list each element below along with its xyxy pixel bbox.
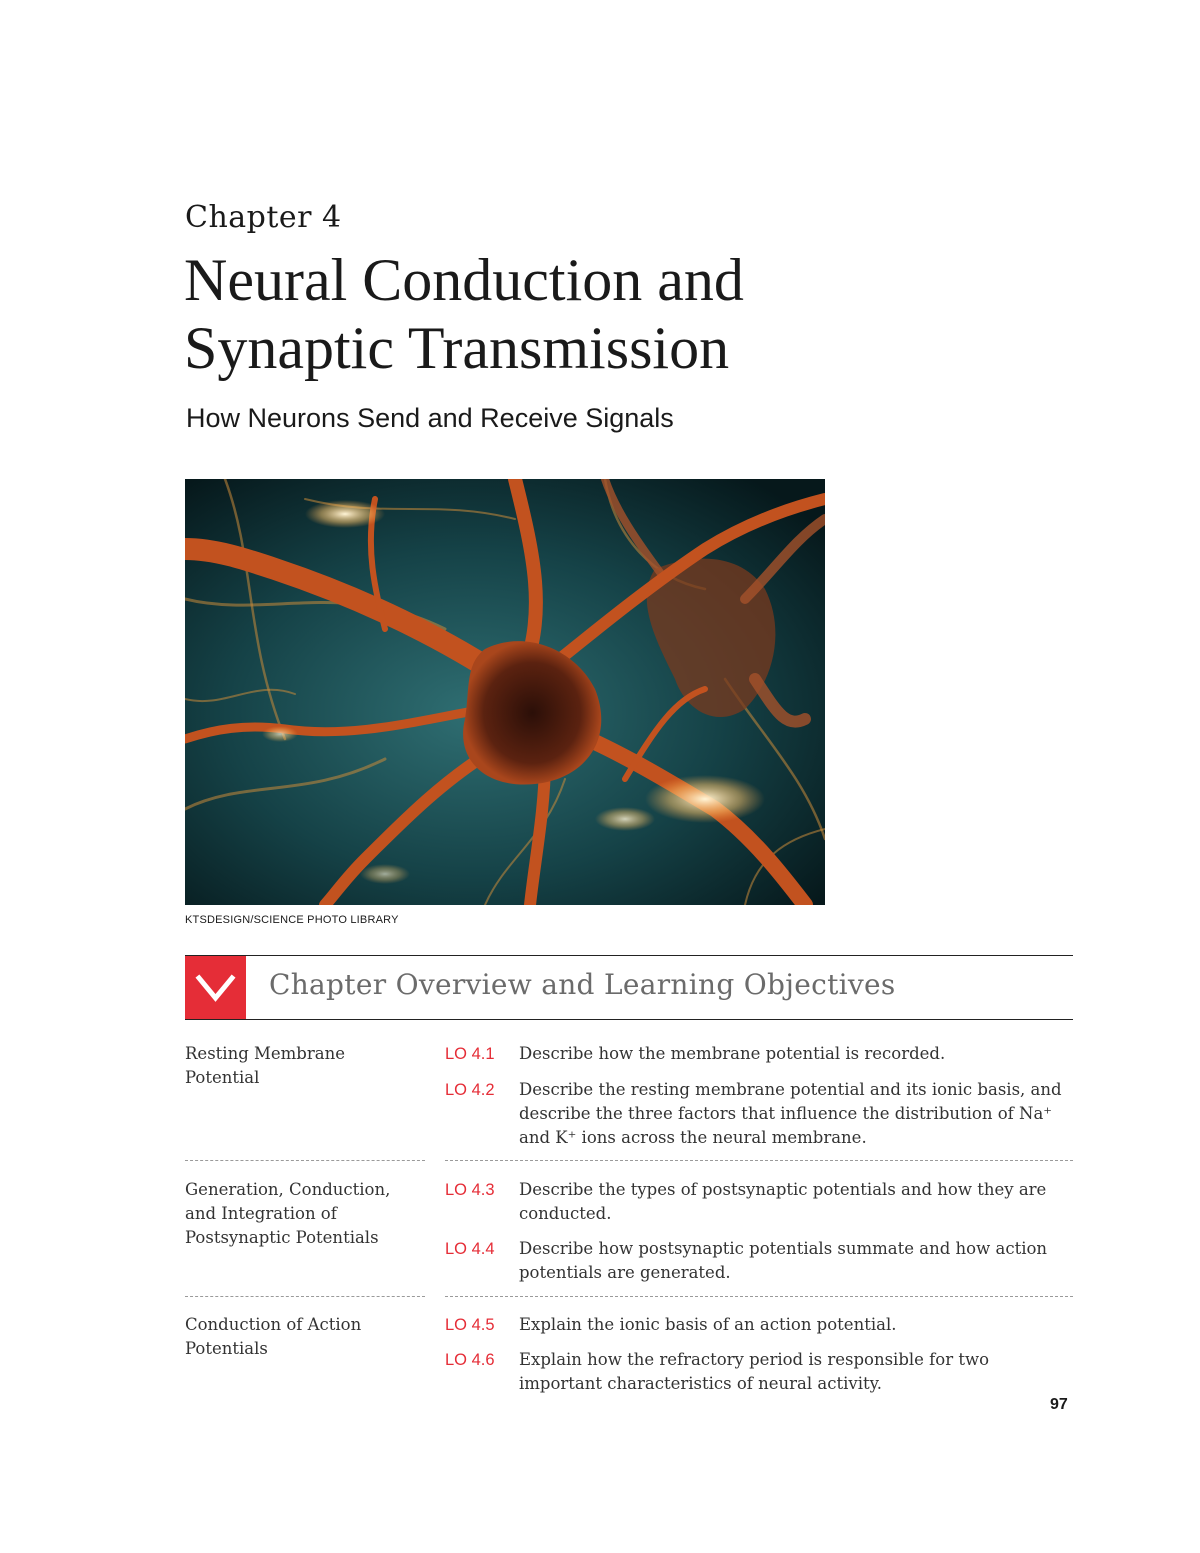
lo-code: LO 4.3 [445, 1181, 495, 1199]
lo-code: LO 4.2 [445, 1081, 495, 1099]
section-divider [185, 1160, 425, 1161]
page-number: 97 [1050, 1396, 1068, 1413]
lo-code: LO 4.1 [445, 1045, 495, 1063]
overview-title: Chapter Overview and Learning Objectives [269, 968, 896, 1001]
section-divider [185, 1296, 425, 1297]
chevron-down-icon [185, 956, 246, 1019]
lo-code: LO 4.4 [445, 1240, 495, 1258]
lo-text: Describe the resting membrane potential and its ionic basis, and describe the three factors that influence the distribution of Na⁺ and K⁺ ions across the neural membrane. [519, 1080, 1062, 1147]
lo-text: Explain the ionic basis of an action potential. [519, 1315, 897, 1334]
chapter-subtitle: How Neurons Send and Receive Signals [186, 403, 674, 433]
section-topic: Resting Membrane Potential [185, 1044, 345, 1087]
lo-code: LO 4.5 [445, 1316, 495, 1334]
lo-text: Describe how the membrane potential is recorded. [519, 1044, 946, 1063]
lo-text: Explain how the refractory period is responsible for two important characteristics of neural activity. [519, 1350, 990, 1393]
lo-text: Describe how postsynaptic potentials summate and how action potentials are generated. [519, 1239, 1048, 1282]
section-topic: Generation, Conduction, and Integration of Postsynaptic Potentials [185, 1180, 391, 1247]
neuron-photo [185, 479, 825, 905]
section-topic: Conduction of Action Potentials [185, 1315, 362, 1358]
lo-text: Describe the types of postsynaptic potentials and how they are conducted. [519, 1180, 1047, 1223]
chapter-title: Neural Conduction and Synaptic Transmission [184, 247, 744, 381]
chapter-label: Chapter 4 [185, 200, 342, 235]
overview-header [185, 955, 1073, 1020]
section-divider [445, 1296, 1073, 1297]
photo-credit: KTSDESIGN/SCIENCE PHOTO LIBRARY [185, 914, 399, 926]
section-divider [445, 1160, 1073, 1161]
lo-code: LO 4.6 [445, 1351, 495, 1369]
